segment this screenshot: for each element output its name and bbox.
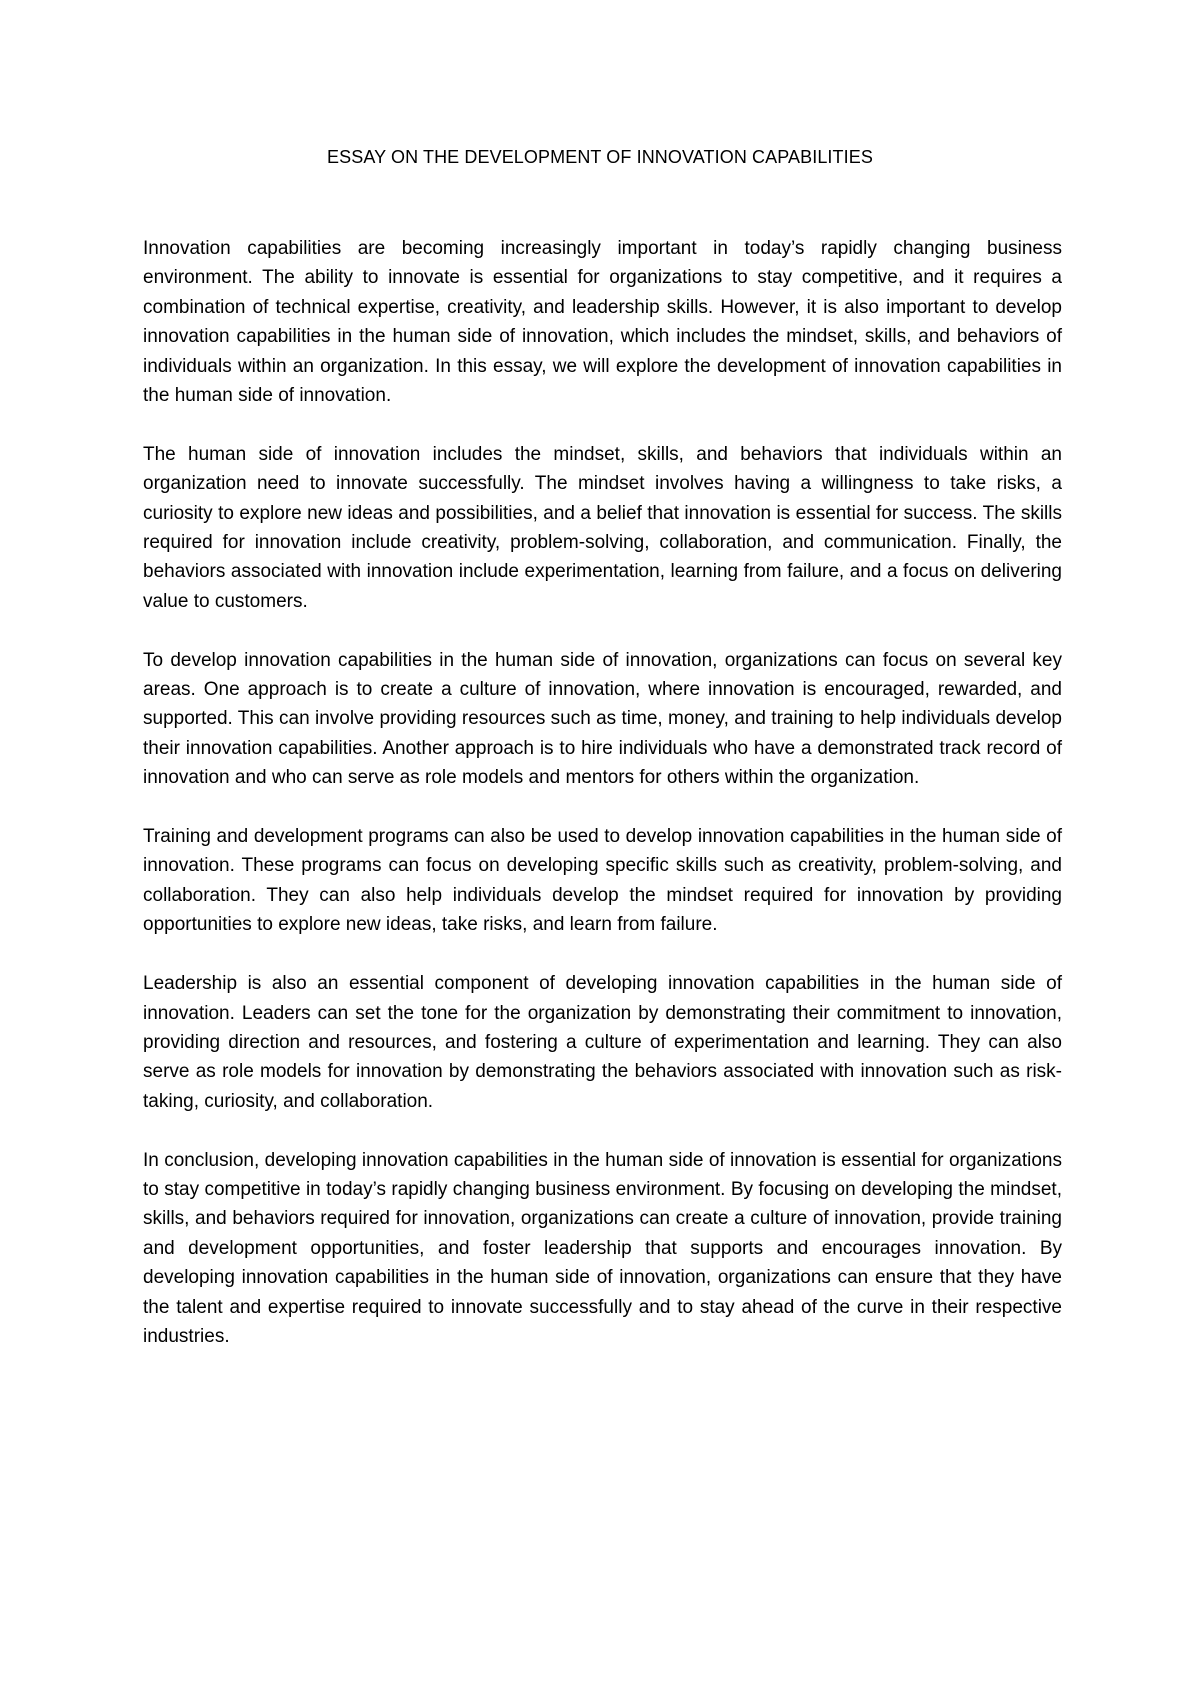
paragraph-introduction: Innovation capabilities are becoming increasingly important in today’s rapidly changing business environment. The ability to innovate is essential for organizations to stay competitive, and it requires a combination of technical expertise, creativity, and leadership skills. However, it is also important to develop innovation capabilities in the human side of innovation, which includes the mindset, skills, and behaviors of individuals within an organization. In this essay, we will explore the development of innovation capabilities in the human side of innovation.: [143, 238, 1062, 407]
paragraph-human-side: The human side of innovation includes the mindset, skills, and behaviors that individuals within an organization need to innovate successfully. The mindset involves having a willingness to take risks, a curiosity to explore new ideas and possibilities, and a belief that innovation is essential for success. The skills required for innovation include creativity, problem-solving, collaboration, and communication. Finally, the behaviors associated with innovation include experimentation, learning from failure, and a focus on delivering value to customers.: [143, 443, 1062, 612]
essay-body: [143, 234, 1062, 1351]
paragraph-leadership: Leadership is also an essential component of developing innovation capabilities in the human side of innovation. Leaders can set the tone for the organization by demonstrating their commitment to innovation, providing direction and resources, and fostering a culture of experimentation and learning. They can also serve as role models for innovation by demonstrating the behaviors associated with innovation such as risk-taking, curiosity, and collaboration.: [143, 973, 1062, 1112]
paragraph-training: Training and development programs can also be used to develop innovation capabilities in the human side of innovation. These programs can focus on developing specific skills such as creativity, problem-solving, and collaboration. They can also help individuals develop the mindset required for innovation by providing opportunities to explore new ideas, take risks, and learn from failure.: [143, 826, 1062, 936]
essay-title: ESSAY ON THE DEVELOPMENT OF INNOVATION CAPABILITIES: [327, 147, 873, 167]
paragraph-develop-approaches: To develop innovation capabilities in the human side of innovation, organizations can focus on several key areas. One approach is to create a culture of innovation, where innovation is encouraged, rewarded, and supported. This can involve providing resources such as time, money, and training to help individuals develop their innovation capabilities. Another approach is to hire individuals who have a demonstrated track record of innovation and who can serve as role models and mentors for others within the organization.: [143, 649, 1062, 789]
paragraph-conclusion: In conclusion, developing innovation capabilities in the human side of innovation is essential for organizations to stay competitive in today’s rapidly changing business environment. By focusing on developing the mindset, skills, and behaviors required for innovation, organizations can create a culture of innovation, provide training and development opportunities, and foster leadership that supports and encourages innovation. By developing innovation capabilities in the human side of innovation, organizations can ensure that they have the talent and expertise required to innovate successfully and to stay ahead of the curve in their respective industries.: [143, 1149, 1062, 1347]
